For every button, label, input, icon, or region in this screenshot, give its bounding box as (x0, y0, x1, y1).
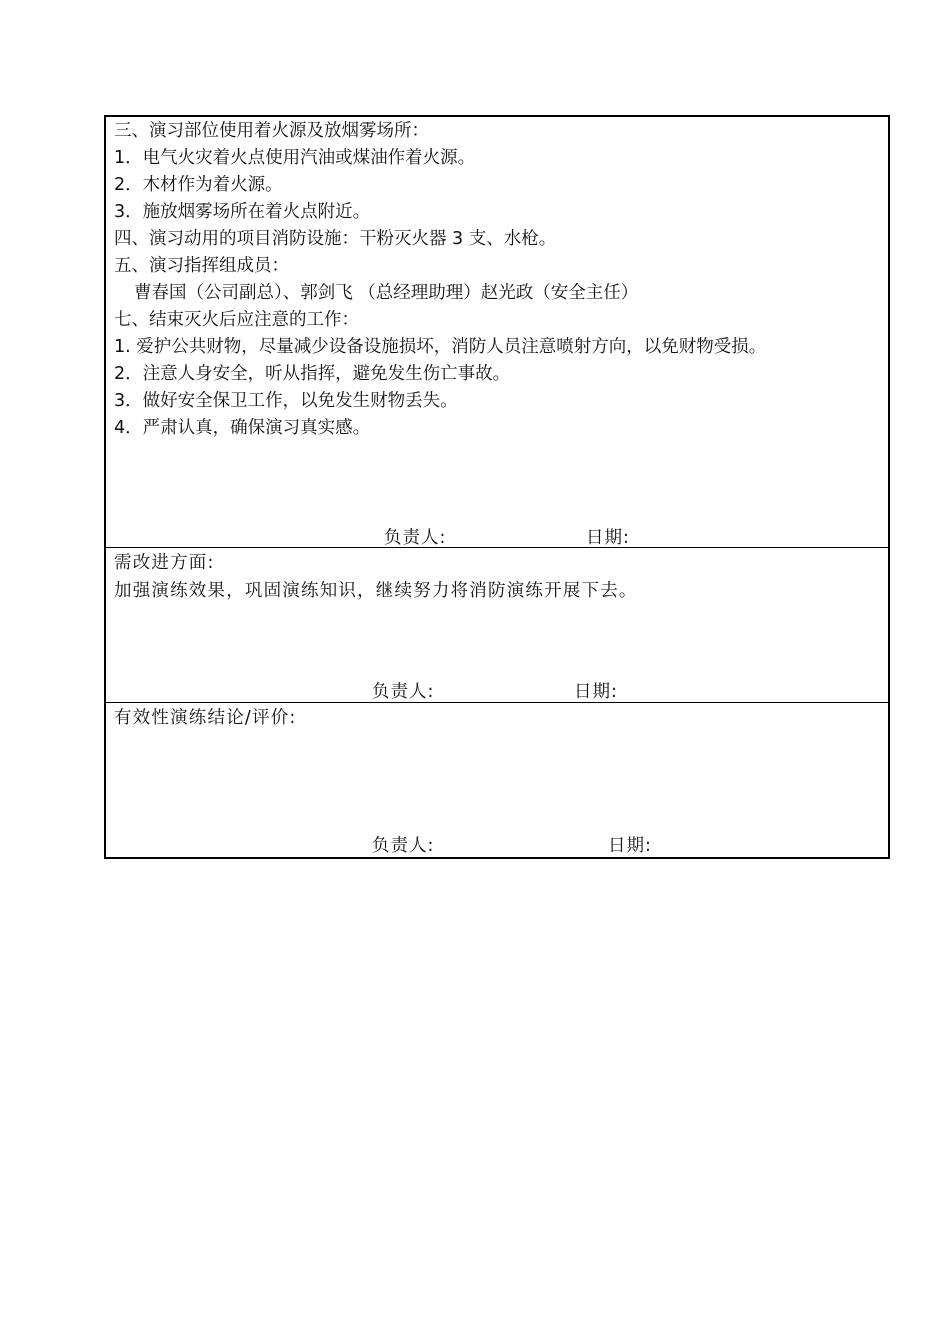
post-fire-heading: 七、结束灭火后应注意的工作： (114, 310, 359, 330)
post-fire-item-2: 2．注意人身安全，听从指挥，避免发生伤亡事故。 (114, 364, 511, 384)
post-fire-item-4: 4．严肃认真，确保演习真实感。 (114, 418, 371, 438)
fire-source-item-3: 3．施放烟雾场所在着火点附近。 (114, 202, 371, 222)
fire-source-heading: 三、演习部位使用着火源及放烟雾场所： (114, 121, 429, 141)
responsible-label: 负责人: (372, 682, 435, 702)
improvement-cell (106, 549, 888, 703)
command-group-heading: 五、演习指挥组成员： (114, 256, 289, 276)
drill-details-cell (106, 118, 888, 548)
responsible-label: 负责人: (372, 836, 435, 856)
drill-record-table (104, 115, 890, 859)
post-fire-item-3: 3．做好安全保卫工作，以免发生财物丢失。 (114, 391, 458, 411)
equipment-line: 四、演习动用的项目消防设施：干粉灭火器 3 支、水枪。 (114, 229, 557, 249)
improvement-content: 加强演练效果，巩固演练知识，继续努力将消防演练开展下去。 (114, 581, 638, 601)
evaluation-cell (106, 704, 888, 857)
date-label: 日期: (574, 682, 618, 702)
command-group-members: 曹春国（公司副总）、郭剑飞 （总经理助理）赵光政（安全主任） (134, 283, 639, 303)
evaluation-heading: 有效性演练结论/评价: (114, 708, 297, 728)
date-label: 日期: (586, 528, 630, 548)
fire-source-item-2: 2．木材作为着火源。 (114, 175, 283, 195)
improvement-heading: 需改进方面: (114, 553, 215, 573)
responsible-label: 负责人: (384, 528, 447, 548)
date-label: 日期: (608, 836, 652, 856)
post-fire-item-1: 1. 爱护公共财物，尽量减少设备设施损坏，消防人员注意喷射方向，以免财物受损。 (114, 337, 767, 357)
fire-source-item-1: 1．电气火灾着火点使用汽油或煤油作着火源。 (114, 148, 476, 168)
